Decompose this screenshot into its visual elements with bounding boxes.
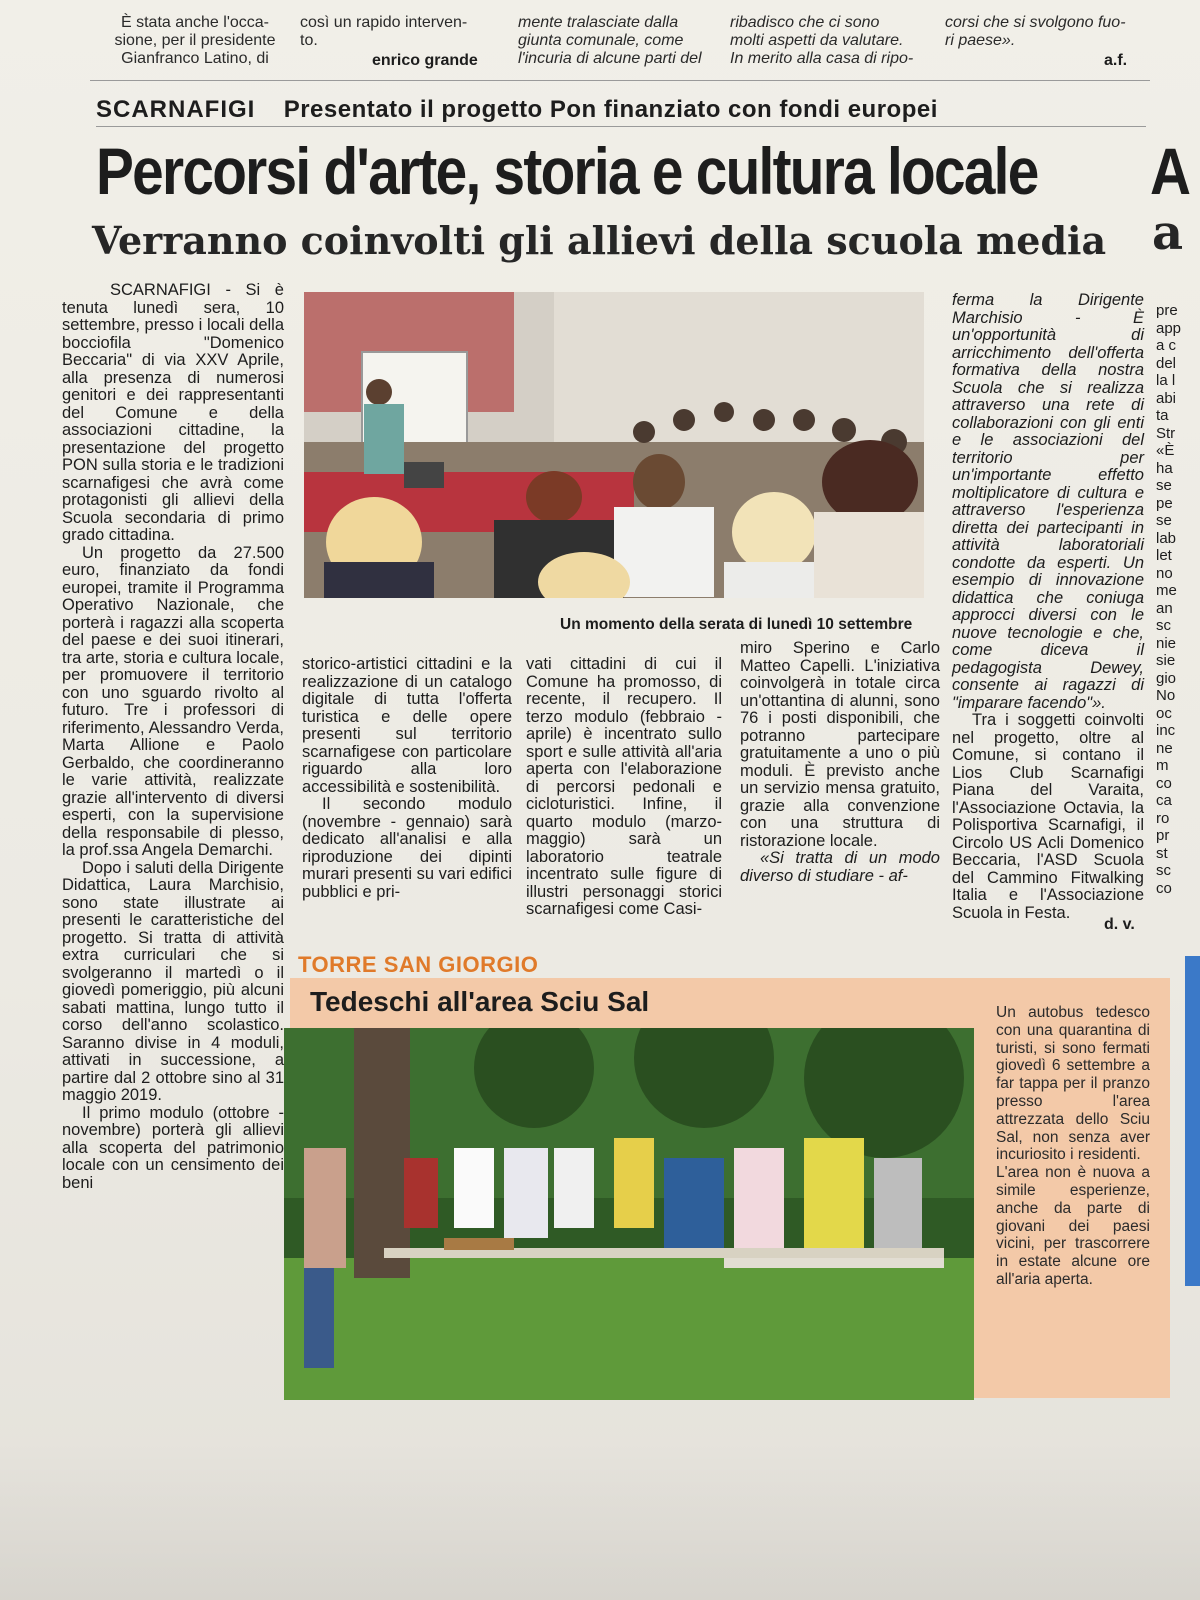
fragment-line: ca bbox=[1156, 792, 1172, 809]
prev-article-col3: mente tralasciate dalla giunta comunale, come l'incuria di alcune parti del bbox=[518, 14, 702, 67]
prev-article-col4: ribadisco che ci sono molti aspetti da valutare. In merito alla casa di ripo- bbox=[730, 14, 914, 67]
news-box bbox=[290, 978, 1170, 1398]
fragment-line: lab bbox=[1156, 529, 1177, 547]
fragment-line: gio bbox=[1156, 669, 1177, 687]
meeting-photo bbox=[304, 292, 924, 598]
fragment-line: abi bbox=[1156, 389, 1177, 407]
fragment-line: ta bbox=[1156, 407, 1169, 424]
fragment-line: del bbox=[1156, 354, 1177, 372]
fragment-line: «È bbox=[1156, 442, 1175, 459]
fragment-line: nie bbox=[1156, 634, 1177, 652]
fragment-line: se bbox=[1156, 477, 1172, 494]
fragment-line: app bbox=[1156, 319, 1182, 337]
fragment-line: co bbox=[1156, 879, 1172, 897]
prev-article-signature-1: enrico grande bbox=[372, 52, 478, 69]
kicker-text: Presentato il progetto Pon finanziato con fondi europei bbox=[283, 96, 938, 123]
fragment-line: m bbox=[1156, 757, 1169, 774]
fragment-line: sie bbox=[1156, 652, 1176, 669]
article-column-2 bbox=[302, 656, 512, 901]
paragraph: Il primo modulo (ottobre - novembre) porterà gli allievi alla scoperta del patrimonio locale con un censimento dei beni bbox=[62, 1103, 284, 1192]
meeting-photo-illustration bbox=[304, 292, 924, 598]
article-column-4 bbox=[740, 640, 940, 885]
fragment-line: oc bbox=[1156, 704, 1172, 722]
fragment-line: ro bbox=[1156, 809, 1170, 827]
fragment-lines bbox=[1156, 302, 1200, 897]
picnic-photo-illustration bbox=[284, 1028, 974, 1400]
box-title: Tedeschi all'area Sciu Sal bbox=[310, 986, 650, 1017]
fragment-line: a c bbox=[1156, 337, 1177, 354]
fragment-line: ne bbox=[1156, 739, 1173, 757]
fragment-line: ha bbox=[1156, 459, 1173, 477]
fragment-line: sc bbox=[1156, 862, 1171, 879]
kicker-place: SCARNAFIGI bbox=[96, 96, 256, 123]
fragment-line: co bbox=[1156, 774, 1172, 792]
adjacent-blue-bar bbox=[1185, 956, 1200, 1286]
paragraph: Il secondo modulo (novembre - gennaio) sarà dedicato all'analisi e alla riproduzione dei dipinti murari presenti su vari edifici pubblici e pri- bbox=[302, 795, 512, 901]
fragment-line: pr bbox=[1156, 827, 1170, 844]
paragraph: Un progetto da 27.500 euro, finanziato da fondi europei, tramite il Programma Operativo Nazionale, che porterà i ragazzi alla scoperta del paese e dei suoi itinerari, tra arte, storia e cultura locale, per promuovere il territorio con uno sguardo rivolto al futuro. Tre i professori di riferimento, Alessandro Verda, Marta Allione e Paolo Gerbaldo, che coordineranno le varie attività, realizzate grazie all'intervento di diversi esperti, con la supervisione della responsabile di plesso, la prof.ssa Angela Demarchi. bbox=[62, 543, 284, 859]
fragment-line: let bbox=[1156, 547, 1172, 564]
article-headline: Percorsi d'arte, storia e cultura locale bbox=[96, 134, 1038, 208]
article-column-5 bbox=[952, 292, 1144, 922]
article-kicker bbox=[96, 96, 1146, 124]
fragment-line: No bbox=[1156, 687, 1176, 704]
paragraph: ferma la Dirigente Marchisio - È un'opportunità di arricchimento dell'offerta formativa della nostra Scuola che si realizza attraverso una rete di collaborazioni con gli enti e le associazioni del territorio per un'importante effetto moltiplicatore di cultura e attraverso l'esperienza diretta dei partecipanti in attività laboratoriali condotte da esperti. Un esempio di innovazione didattica che coniuga approcci diversi con le nuove tecnologie e che, come diceva il pedagogista Dewey, consente ai ragazzi di "imparare facendo"». bbox=[952, 291, 1144, 712]
paragraph: vati cittadini di cui il Comune ha promosso, di recente, il recupero. Il terzo modulo (febbraio - aprile) è incentrato sullo sport e sulle attività all'aria aperta con l'elaborazione di percorsi pedonali e cicloturistici. Infine, il quarto modulo (marzo-maggio) sarà un laboratorio teatrale incentrato sulle figure di illustri personaggi storici scarnafigesi come Casi- bbox=[526, 655, 722, 918]
prev-article-col2: così un rapido interven- to. bbox=[300, 14, 468, 49]
paragraph: Dopo i saluti della Dirigente Didattica, Laura Marchisio, sono state illustrate ai presenti le caratteristiche del progetto. Si tratta di attività extra curriculari che si svolgeranno il martedì o il giovedì pomeriggio, più alcuni sabati mattina, lungo tutto il corso dell'anno scolastico. Saranno divise in 4 moduli, attivati in successione, a partire dal 2 ottobre sino al 31 maggio 2019. bbox=[62, 858, 284, 1104]
paragraph: Tra i soggetti coinvolti nel progetto, oltre al Comune, si contano il Lios Club Scarnafigi Piana del Varaita, l'Associazione Octavia, la Polisportiva Scarnafigi, il Circolo US Acli Domenico Beccaria, l'ASD Scuola del Cammino Fitwalking Italia e l'Associazione Scuola in Festa. bbox=[952, 711, 1144, 922]
page-bottom-shadow bbox=[0, 1440, 1200, 1600]
fragment-line: st bbox=[1156, 844, 1168, 862]
paragraph: «Si tratta di un modo diverso di studiare - af- bbox=[740, 849, 940, 885]
article-signature: d. v. bbox=[1104, 916, 1135, 933]
top-divider bbox=[90, 80, 1150, 81]
fragment-line: an bbox=[1156, 599, 1173, 617]
fragment-line: sc bbox=[1156, 617, 1171, 634]
fragment-line: inc bbox=[1156, 722, 1176, 739]
photo-caption: Un momento della serata di lunedì 10 settembre bbox=[560, 616, 913, 633]
fragment-line: Str bbox=[1156, 424, 1176, 442]
article-column-3 bbox=[526, 656, 722, 919]
fragment-line: se bbox=[1156, 512, 1172, 529]
paragraph: miro Sperino e Carlo Matteo Capelli. L'iniziativa coinvolgerà in totale circa un'ottantina di alunni, sono 76 i posti disponibili, che potranno partecipare gratuitamente a uno o più moduli. È previsto anche un servizio mensa gratuito, grazie alla convenzione con una struttura di ristorazione locale. bbox=[740, 639, 940, 850]
box-kicker: TORRE SAN GIORGIO bbox=[298, 952, 539, 977]
adjacent-article-fragment bbox=[1156, 302, 1200, 897]
article-subheadline: Verranno coinvolti gli allievi della scuola media bbox=[92, 218, 1107, 263]
next-article-subhead-fragment: a bbox=[1152, 205, 1184, 261]
prev-article-signature-2: a.f. bbox=[1104, 52, 1128, 69]
fragment-line: me bbox=[1156, 582, 1177, 599]
paragraph: storico-artistici cittadini e la realizzazione di un catalogo digitale di tutta l'offerta turistica e delle opere presenti sul territorio scarnafigese con particolare riguardo alla loro accessibilità e sostenibilità. bbox=[302, 655, 512, 796]
article-column-1 bbox=[62, 282, 284, 1192]
fragment-line: no bbox=[1156, 564, 1173, 582]
picnic-photo bbox=[284, 1028, 974, 1400]
fragment-line: la l bbox=[1156, 372, 1176, 389]
fragment-line: pre bbox=[1156, 302, 1178, 319]
box-text: Un autobus tedesco con una quarantina di turisti, si sono fermati giovedì 6 settembre a far tappa per il pranzo presso l'area attrezzata dello Sciu Sal, non senza aver incuriosito i residenti. L'area non è nuova a simile esperienze, anche da parte di giovani dei paesi vicini, per trascorrere in estate alcune ore all'aria aperta. bbox=[996, 1004, 1150, 1288]
fragment-line: pe bbox=[1156, 494, 1173, 512]
prev-article-col1: È stata anche l'occa- sione, per il presidente Gianfranco Latino, di bbox=[114, 14, 276, 67]
next-article-headline-fragment: A bbox=[1150, 134, 1190, 208]
kicker-underline bbox=[96, 126, 1146, 127]
prev-article-col5: corsi che si svolgono fuo- ri paese». bbox=[945, 14, 1126, 49]
paragraph: SCARNAFIGI - Si è tenuta lunedì sera, 10 settembre, presso i locali della bocciofila "Domenico Beccaria" di via XXV Aprile, alla presenza di numerosi genitori e dei rappresentanti del Comune e della associazioni cittadine, la presentazione del progetto PON sulla storia e le tradizioni scarnafigesi che avrà come protagonisti gli allievi della Scuola secondaria di primo grado cittadina. bbox=[62, 281, 284, 544]
